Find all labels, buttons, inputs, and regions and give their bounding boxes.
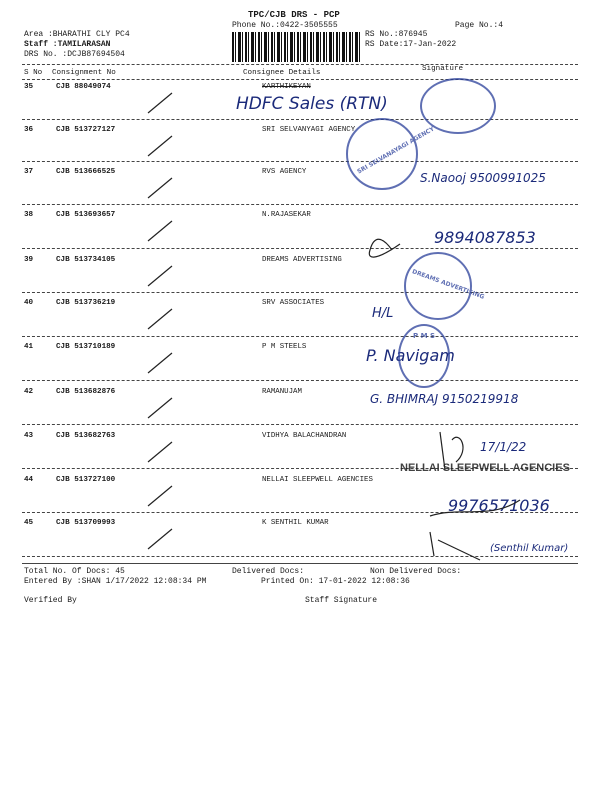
row-consignee: KARTHIKEYAN [262, 83, 311, 91]
handwriting-row-45: (Senthil Kumar) [490, 543, 569, 554]
row-consignee: VIDHYA BALACHANDRAN [262, 432, 347, 440]
row-consignee: DREAMS ADVERTISING [262, 256, 342, 264]
signature-row-45 [430, 532, 480, 560]
rs-date: RS Date:17-Jan-2022 [365, 40, 457, 49]
phone-number: Phone No.:0422-3505555 [232, 21, 338, 30]
row-consignment: CJB 513682876 [56, 388, 116, 396]
row-consignment: CJB 513709993 [56, 519, 116, 527]
row-consignment: CJB 513727127 [56, 126, 116, 134]
delivered-docs: Delivered Docs: [232, 567, 305, 576]
signature-row-38 [369, 239, 400, 257]
row-consignment: CJB 513666525 [56, 168, 116, 176]
signature-row-43 [440, 432, 463, 470]
handwriting-row-40: H/L [372, 306, 394, 321]
col-signature: Signature [422, 65, 464, 73]
handwriting-row-37: S.Naooj 9500991025 [420, 171, 546, 185]
handwriting-row-38: 9894087853 [434, 228, 536, 247]
handwriting-row-42: G. BHIMRAJ 9150219918 [370, 392, 519, 406]
row-consignment: CJB 513736219 [56, 299, 116, 307]
row-consignment: CJB 513682763 [56, 432, 116, 440]
row-sno: 43 [24, 432, 34, 440]
row-consignee: P M STEELS [262, 343, 307, 351]
row-consignment: CJB 513693657 [56, 211, 116, 219]
row-consignee: RAMANUJAM [262, 388, 302, 396]
handwriting-row-43: 17/1/22 [480, 440, 527, 454]
staff-signature: Staff Signature [305, 596, 378, 605]
row-sno: 42 [24, 388, 34, 396]
drs-number: DRS No. :DCJB87694504 [24, 50, 125, 59]
non-delivered-docs: Non Delivered Docs: [370, 567, 462, 576]
handwriting-row-41: P. Navigam [366, 346, 455, 365]
row-consignment: CJB 513727100 [56, 476, 116, 484]
row-consignee: RVS AGENCY [262, 168, 307, 176]
staff-field: Staff :TAMILARASAN [24, 40, 111, 49]
col-consignment: Consignment No [52, 69, 116, 77]
page-number: Page No.:4 [455, 21, 504, 30]
total-docs: Total No. Of Docs: 45 [24, 567, 125, 576]
entered-by: Entered By :SHAN 1/17/2022 12:08:34 PM [24, 577, 207, 586]
printed-on: Printed On: 17-01-2022 12:08:36 [261, 577, 410, 586]
row-sno: 36 [24, 126, 34, 134]
row-consignment: CJB 88049074 [56, 83, 111, 91]
stamp-39-text: DREAMS ADVERTISING [411, 268, 486, 301]
row-consignee: SRI SELVANYAGI AGENCY [262, 126, 356, 134]
row-sno: 37 [24, 168, 34, 176]
row-consignee: NELLAI SLEEPWELL AGENCIES [262, 476, 373, 484]
document-title: TPC/CJB DRS - PCP [248, 10, 340, 20]
row-consignee: SRV ASSOCIATES [262, 299, 325, 307]
handwriting-row-44: 9976571036 [448, 496, 550, 515]
col-consignee: Consignee Details [243, 69, 321, 77]
verified-by: Verified By [24, 596, 77, 605]
handwriting-row-35: HDFC Sales (RTN) [236, 94, 388, 114]
row-consignee: N.RAJASEKAR [262, 211, 311, 219]
row-sno: 39 [24, 256, 34, 264]
col-sno: S No [24, 69, 43, 77]
row-sno: 41 [24, 343, 34, 351]
signature-row-44 [430, 500, 520, 516]
rs-number: RS No.:876945 [365, 30, 428, 39]
row-sno: 44 [24, 476, 34, 484]
row-sno: 40 [24, 299, 34, 307]
stamp-41-text: P M S [413, 332, 436, 340]
row-consignee: K SENTHIL KUMAR [262, 519, 329, 527]
footer-divider [22, 563, 578, 564]
row-sno: 38 [24, 211, 34, 219]
row-consignment: CJB 513734105 [56, 256, 116, 264]
row-consignment: CJB 513710189 [56, 343, 116, 351]
stamp-36-text: SRI SELVANAYAGI AGENCY [356, 125, 436, 176]
row-sno: 45 [24, 519, 34, 527]
stamp-rect-44: NELLAI SLEEPWELL AGENCIES [400, 462, 570, 474]
area-field: Area :BHARATHI CLY PC4 [24, 30, 130, 39]
row-sno: 35 [24, 83, 34, 91]
